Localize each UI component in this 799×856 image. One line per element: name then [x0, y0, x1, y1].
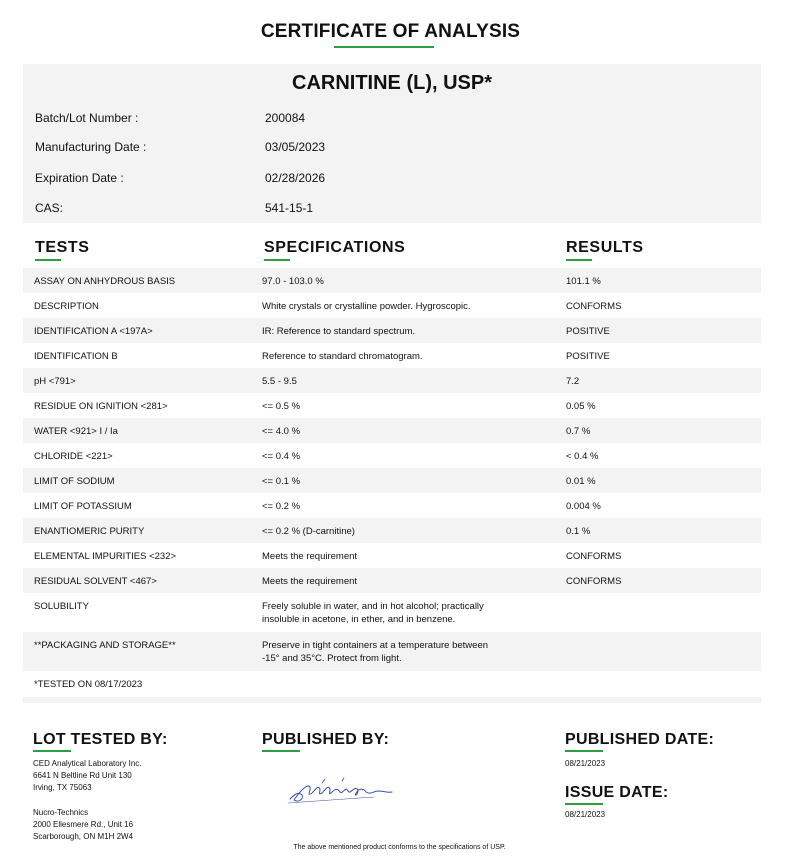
published-date-heading: PUBLISHED DATE: [565, 731, 715, 748]
table-row [23, 468, 761, 493]
table-row [23, 671, 761, 697]
test-name: ENANTIOMERIC PURITY [34, 526, 145, 537]
test-name: SOLUBILITY [34, 601, 89, 612]
test-result: CONFORMS [566, 551, 622, 562]
test-result: CONFORMS [566, 301, 622, 312]
table-row [23, 568, 761, 593]
test-result: 0.7 % [566, 426, 591, 437]
test-result: 0.004 % [566, 501, 601, 512]
test-result: < 0.4 % [566, 451, 599, 462]
manufacturing-date-value: 03/05/2023 [265, 140, 326, 154]
table-row [23, 293, 761, 318]
table-row [23, 418, 761, 443]
table-row [23, 343, 761, 368]
test-name: RESIDUAL SOLVENT <467> [34, 576, 157, 587]
cas-value: 541-15-1 [265, 201, 314, 215]
test-specification: Freely soluble in water, and in hot alcohol; practically insoluble in acetone, in ether, and in benzene. [262, 601, 484, 625]
test-specification: <= 0.5 % [262, 401, 301, 412]
table-row [23, 318, 761, 343]
test-name: **PACKAGING AND STORAGE** [34, 640, 176, 651]
test-name: DESCRIPTION [34, 301, 99, 312]
test-specification: Meets the requirement [262, 576, 358, 587]
test-name: CHLORIDE <221> [34, 451, 113, 462]
test-result: 101.1 % [566, 276, 601, 287]
test-specification: 5.5 - 9.5 [262, 376, 297, 387]
test-result: POSITIVE [566, 326, 610, 337]
table-row [23, 593, 761, 632]
test-specification: 97.0 - 103.0 % [262, 276, 324, 287]
specifications-header-underline [264, 259, 290, 261]
table-row [23, 518, 761, 543]
test-specification: <= 0.4 % [262, 451, 301, 462]
usp-conformance-note: The above mentioned product conforms to the specifications of USP. [293, 844, 506, 851]
lab2-name: Nucro-Technics [33, 808, 89, 817]
test-specification: <= 0.1 % [262, 476, 301, 487]
results-column-header: RESULTS [566, 239, 644, 256]
test-specification: Meets the requirement [262, 551, 358, 562]
table-row [23, 543, 761, 568]
cas-label: CAS: [35, 201, 64, 215]
expiration-date-value: 02/28/2026 [265, 171, 326, 185]
issue-date-heading: ISSUE DATE: [565, 784, 669, 801]
document-title: CERTIFICATE OF ANALYSIS [260, 21, 521, 42]
test-result: 0.01 % [566, 476, 596, 487]
title-underline [334, 46, 434, 48]
test-specification: <= 0.2 % (D-carnitine) [262, 526, 355, 537]
test-specification: <= 0.2 % [262, 501, 301, 512]
test-specification: Preserve in tight containers at a temperature between -15° and 35°C. Protect from light. [262, 640, 489, 664]
signature-image [284, 773, 399, 813]
table-row [23, 493, 761, 518]
expiration-date-label: Expiration Date : [35, 171, 124, 185]
results-header-underline [566, 259, 592, 261]
test-name: ASSAY ON ANHYDROUS BASIS [34, 276, 176, 287]
product-name: CARNITINE (L), USP* [292, 72, 492, 94]
lab2-address: 2000 Ellesmere Rd., Unit 16 [33, 820, 134, 829]
tests-header-underline [35, 259, 61, 261]
batch-lot-label: Batch/Lot Number : [35, 111, 139, 125]
lab1-name: CED Analytical Laboratory Inc. [33, 759, 142, 768]
test-name: WATER <921> I / Ia [34, 426, 118, 437]
test-name: IDENTIFICATION A <197A> [34, 326, 153, 337]
table-row [23, 443, 761, 468]
test-result: 0.05 % [566, 401, 596, 412]
lot-tested-by-heading: LOT TESTED BY: [33, 731, 168, 748]
test-name: RESIDUE ON IGNITION <281> [34, 401, 168, 412]
test-result: 0.1 % [566, 526, 591, 537]
test-name: ELEMENTAL IMPURITIES <232> [34, 551, 177, 562]
table-row [23, 632, 761, 671]
test-specification: <= 4.0 % [262, 426, 301, 437]
tests-table [23, 268, 761, 697]
tested-on-note: *TESTED ON 08/17/2023 [34, 679, 143, 690]
table-row [23, 368, 761, 393]
published-date-value: 08/21/2023 [565, 759, 606, 768]
published-by-heading: PUBLISHED BY: [262, 731, 390, 748]
lab1-address: 6641 N Beltline Rd Unit 130 [33, 771, 132, 780]
test-result: CONFORMS [566, 576, 622, 587]
manufacturing-date-label: Manufacturing Date : [35, 140, 147, 154]
section-divider [23, 697, 761, 703]
lab1-city: Irving, TX 75063 [33, 783, 92, 792]
test-result: POSITIVE [566, 351, 610, 362]
published-by-underline [262, 750, 300, 752]
specifications-column-header: SPECIFICATIONS [264, 239, 406, 256]
issue-date-value: 08/21/2023 [565, 810, 606, 819]
lot-tested-by-underline [33, 750, 71, 752]
test-name: IDENTIFICATION B [34, 351, 118, 362]
tests-column-header: TESTS [35, 239, 90, 256]
table-row [23, 268, 761, 293]
lab2-city: Scarborough, ON M1H 2W4 [33, 832, 134, 841]
product-info-panel [23, 64, 761, 223]
batch-lot-value: 200084 [265, 111, 306, 125]
test-specification: White crystals or crystalline powder. Hygroscopic. [262, 301, 471, 312]
test-name: LIMIT OF POTASSIUM [34, 501, 132, 512]
issue-date-underline [565, 803, 603, 805]
test-specification: IR: Reference to standard spectrum. [262, 326, 416, 337]
test-specification: Reference to standard chromatogram. [262, 351, 423, 362]
test-name: pH <791> [34, 376, 76, 387]
published-date-underline [565, 750, 603, 752]
test-result: 7.2 [566, 376, 580, 387]
test-name: LIMIT OF SODIUM [34, 476, 115, 487]
table-row [23, 393, 761, 418]
